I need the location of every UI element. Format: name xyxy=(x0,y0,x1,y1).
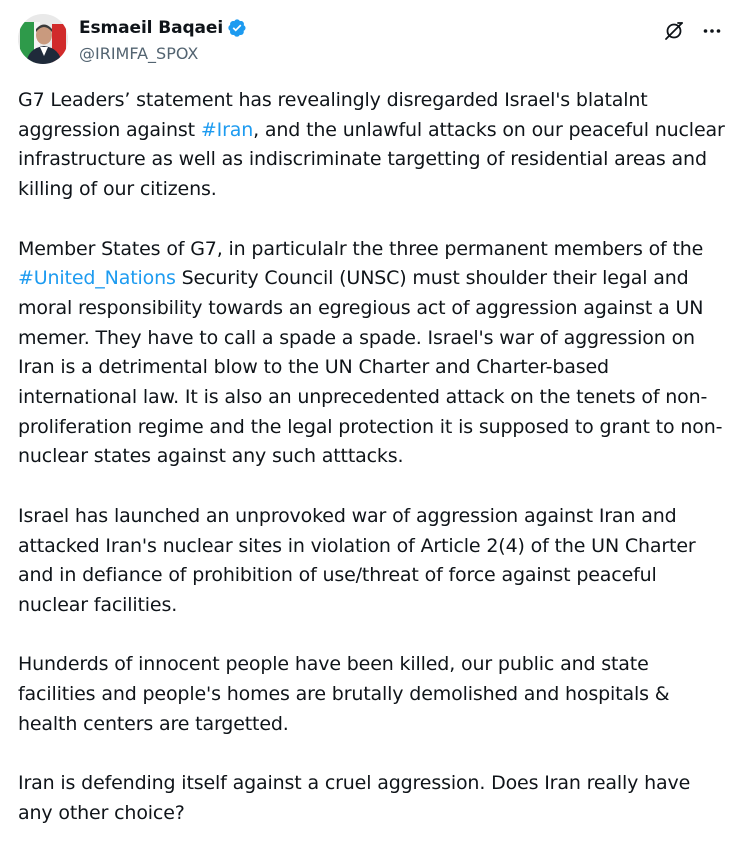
avatar[interactable] xyxy=(18,14,68,64)
tweet-paragraph-5: Iran is defending itself against a cruel aggression. Does Iran really have any other choice? xyxy=(18,772,691,824)
tweet-text xyxy=(18,86,728,829)
tweet-header xyxy=(18,14,725,70)
hashtag-link-united-nations[interactable]: #United_Nations xyxy=(18,267,176,290)
more-options-icon[interactable] xyxy=(701,20,723,42)
tweet-paragraph-4: Hunderds of innocent people have been killed, our public and state facilities and people's homes are brutally demolished and hospitals & health centers are targetted. xyxy=(18,653,670,735)
paragraph-text: , and the unlawful attacks on our peaceful nuclear infrastructure as well as indiscriminate targetting of residential areas and killing of our citizens. xyxy=(18,118,725,201)
author-identity xyxy=(79,16,247,63)
author-handle[interactable]: @IRIMFA_SPOX xyxy=(79,44,199,63)
paragraph-text: G7 Leaders’ statement has revealingly disregarded Israel's blatalnt aggression against xyxy=(18,89,648,141)
grok-icon[interactable] xyxy=(663,20,685,42)
author-display-name[interactable]: Esmaeil Baqaei xyxy=(79,18,224,38)
tweet-paragraph-2 xyxy=(18,235,728,473)
verified-badge-icon xyxy=(227,18,247,38)
paragraph-text: Member States of G7, in particulalr the three permanent members of the xyxy=(18,237,704,260)
tweet-paragraph-1 xyxy=(18,86,728,205)
paragraph-text: Security Council (UNSC) must shoulder their legal and moral responsibility towards an egregious act of aggression against a UN memer. They have to call a spade a spade. Israel's war of aggression on Iran is a detrimental blow to the UN Charter and Charter-based international law. It is also an unprecedented attack on the tenets of non-proliferation regime and the legal protection it is supposed to grant to non-nuclear states against any such atttacks. xyxy=(18,267,723,468)
tweet-paragraph-3: Israel has launched an unprovoked war of aggression against Iran and attacked Iran's nuclear sites in violation of Article 2(4) of the UN Charter and in defiance of prohibition of use/threat of force against peaceful nuclear facilities. xyxy=(18,504,696,616)
hashtag-link-iran[interactable]: #Iran xyxy=(200,118,254,141)
